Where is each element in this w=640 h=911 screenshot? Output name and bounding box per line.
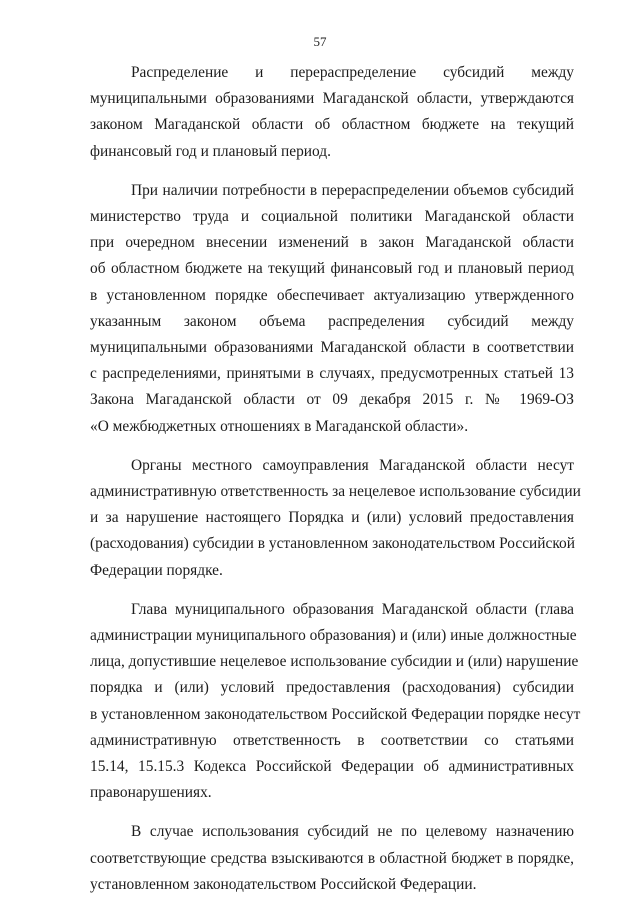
text-line: соответствующие средства взыскиваются в областной бюджет в порядке, <box>90 849 574 867</box>
paragraph <box>90 178 574 440</box>
text-line: Закона Магаданской области от 09 декабря 2015 г. № 1969-ОЗ <box>90 391 574 409</box>
text-line: финансовый год и плановый период. <box>90 142 331 160</box>
text-line: административную ответственность в соответствии со статьями <box>90 731 574 749</box>
text-line: в установленном порядке обеспечивает актуализацию утвержденного <box>90 286 574 304</box>
text-line: Распределение и перераспределение субсидий между <box>131 64 574 81</box>
paragraph <box>90 60 574 165</box>
text-line: установленном законодательством Российской Федерации. <box>90 875 477 893</box>
text-line: «О межбюджетных отношениях в Магаданской области». <box>90 417 469 435</box>
text-line: Федерации порядке. <box>90 561 223 579</box>
text-line: при очередном внесении изменений в закон Магаданской области <box>90 234 574 252</box>
text-line: Органы местного самоуправления Магаданской области несут <box>131 456 574 474</box>
text-line: и за нарушение настоящего Порядка и (или) условий предоставления <box>90 509 574 527</box>
text-line: министерство труда и социальной политики Магаданской области <box>90 208 574 226</box>
text-line: об областном бюджете на текущий финансовый год и плановый период <box>90 260 574 278</box>
text-line: порядка и (или) условий предоставления (расходования) субсидии <box>90 679 574 697</box>
text-line: правонарушениях. <box>90 784 212 802</box>
document-body <box>90 60 581 911</box>
text-line: лица, допустившие нецелевое использование субсидии и (или) нарушение <box>90 653 579 671</box>
text-line: Глава муниципального образования Магаданской области (глава <box>131 600 574 618</box>
text-line: с распределениями, принятыми в случаях, предусмотренных статьей 13 <box>90 365 574 383</box>
text-line: администрации муниципального образования) и (или) иные должностные <box>90 627 577 645</box>
text-line: законом Магаданской области об областном бюджете на текущий <box>90 116 574 134</box>
text-line: муниципальными образованиями Магаданской области, утверждаются <box>90 90 574 108</box>
text-line: муниципальными образованиями Магаданской области в соответствии <box>90 339 574 357</box>
paragraph <box>90 819 574 898</box>
text-line: В случае использования субсидий не по целевому назначению <box>131 823 574 841</box>
text-line: (расходования) субсидии в установленном законодательством Российской <box>90 535 575 553</box>
text-line: При наличии потребности в перераспределении объемов субсидий <box>131 181 574 199</box>
paragraph <box>90 597 581 807</box>
paragraph <box>90 453 581 584</box>
page-number: 57 <box>313 34 327 49</box>
text-line: в установленном законодательством Российской Федерации порядке несут <box>90 705 581 723</box>
text-line: 15.14, 15.15.3 Кодекса Российской Федерации об административных <box>90 758 574 776</box>
text-line: указанным законом объема распределения субсидий между <box>90 312 574 330</box>
text-line: административную ответственность за нецелевое использование субсидии <box>90 483 581 501</box>
